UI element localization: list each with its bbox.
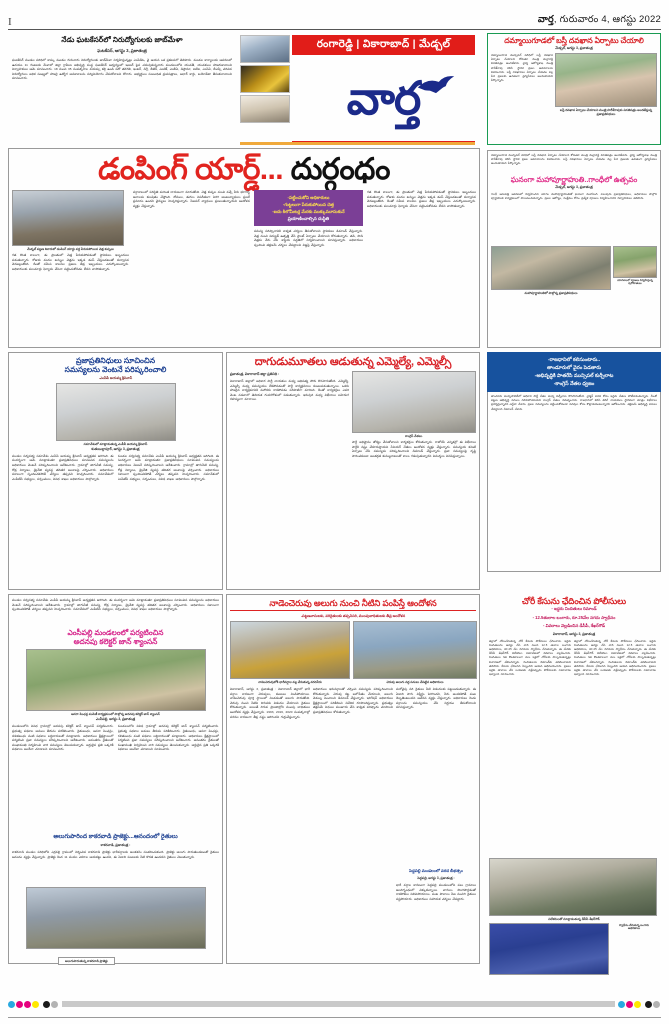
project-body: కాకరవాడి మండల పరిధిలోని ఎర్రవల్లి గ్రామంలో నిర్మించిన కాకరవాడి ప్రాజెక్టు భారీవర్షాలకు జలకళను సంతరించుకుంది. ప్రాజెక్టు అలుగు పారుతుండటంతో రైతులు ఆనందం వ్యక్తం చేస్తున్నారు. ప్రాజెక్టు కింద 11 వందల ఎకరాల ఆయకట్టు ఉందని, ఈ ఏడాది పంటలకు నీటి కొరత ఉండదని రైతులు చెబుతున్నారు. <box>12 850 219 859</box>
main-story-columns <box>12 190 476 338</box>
top-left-body: ఘటకేసర్ మండల పరిధిలో కాస్కు మండల గురువారు నిరుద్యోగులకు జాబ్‌మేళా నిర్వహిస్తున్నట్లు ఎంపీడీఓ, వై ఆయన ఒక ప్రకటనలో తెలిపారు. మండల కార్యాలయ ఆవరణలో ఉదయం 11 గంటలకు మేళాలో జిల్లా గ్రామీణ అభివృద్ధి సంస్థ ఘటకేసర్ ఆధ్వర్యంలో ఇంటర్ పైన చదువుకున్నవారు మండలంలోని యువతీ, యువకులు హాజరుకావాలని నిర్వాహకులు ఆమె సూచించారు. 18 నుంచి 35 సంవత్సరాల వయస్సు కల్గి ఉండి పదో తరగతి, ఇంటర్, డిగ్రీ, బీటెక్, ఎంటెక్, ఎంబీఏ, డిప్లొమా, ఐటీఐ, ఎంసీఏ, బీఎస్సీ చదివిన నిరుద్యోగులు అధిక సంఖ్యలో హాజరై ఉద్యోగ అవకాశాలను సద్వినియోగం చేసుకోవాలని కోరారు. అభ్యర్థులు సంబంధిత ధ్రువపత్రాలు, ఆధార్ కార్డు, బయోడేటా తీసుకురావాలని సూచించారు. <box>12 58 232 81</box>
village-byline: పెద్దపల్లి, ఆగస్టు 3, ప్రజాతంత్ర : <box>417 876 455 880</box>
colorbar-swatch-magenta <box>16 1001 23 1008</box>
top-left-headline: నేడు ఘటకేసర్‌లో నిరుద్యోగులకు జాబ్‌మేళా <box>61 35 183 44</box>
tank-body-col1: వికారాబాద్, ఆగస్టు 3, ప్రజాతంత్ర : వికారాబాద్ జిల్లాలో భారీ వర్షాల కారణంగా చెరువులు, కుంటలు నిండిపోయాయి. నాడెంచెరువు పూర్తి స్థాయిలో నిండడంతో అలుగు పారుతోంది. చెరువు నుంచి నీటిని దిగువకు విడుదల చేయాలని రైతులు కోరుతున్నారు. అయితే దిగువ ప్రాంతాల్లోని ముంపు బాధితులు ఆందోళన వ్యక్తం చేస్తున్నారు. 1993, 2016, 2020 సంవత్సరాల్లో వరదల కారణంగా తీవ్ర నష్టం జరిగిందని గుర్తుచేస్తున్నారు. <box>230 687 310 719</box>
masthead-thumb-building <box>240 95 290 123</box>
police-bullet-1: - ఇద్దరు నిందితులు రిమాండ్ <box>551 606 597 611</box>
top-line <box>8 14 661 27</box>
collector-photo-caption: ఆసరా పింఛన్ల పంపిణీ కార్యక్రమంలో పాల్గొన్న అదనపు కలెక్టర్ జాన్ శ్యాంసన్ <box>71 712 160 717</box>
main-col-2 <box>133 190 250 338</box>
rajadhani-callout <box>487 352 661 392</box>
masthead-thumb-monument <box>240 35 290 63</box>
main-callout-box <box>254 190 363 226</box>
police-bullet-2: - 12.5తులాల బంగారు, రూ.25వేల నగదు స్వాధీనం <box>532 614 616 620</box>
collector-photo <box>26 649 206 711</box>
rajadhani-line-2: తాండూరులో వైరం పెడతారు <box>546 365 602 371</box>
tank-body-col2: అధికారులు ఇరువర్గాలతో చర్చించి సమస్యను పరిష్కరించాలని కోరుతున్నారు. చెరువు కట్ట బలోపేతం చేయాలని, అలుగు వెడల్పు పెంచాలని డిమాండ్ చేస్తున్నారు. ఇరిగేషన్ అధికారులు క్షేత్రస్థాయిలో పరిశీలించి నివేదిక రూపొందిస్తున్నారు. ప్రభుత్వం తక్షణమే నిధులు మంజూరు చేసి శాశ్వత పరిష్కారం చూపాలని ప్రజాప్రతినిధులు కోరుతున్నారు. <box>313 687 393 714</box>
colorbar-swatch-gray <box>51 1001 58 1008</box>
village-headline: పెద్దపల్లి మండలంలో వరద బీభత్సం <box>409 868 463 873</box>
police-photo-caption: విలేకరులతో మాట్లాడుతున్న డీసీపీ శేఖర్‌గౌడ్ <box>548 916 600 921</box>
second-right-headline: ఘనంగా మహాపూర్ణాహుతి..గాంధీలో ఉత్సవం <box>510 175 638 184</box>
tank-headline: నాడెంచెరువు అలుగు నుంచి నీటిని పంపిస్తే ఆందోళన <box>269 598 437 608</box>
callout-line-4: ప్రయాణించాల్సిన దుస్థితి <box>287 216 330 221</box>
gold-photo-caption: స్వాధీనం చేసుకున్న బంగారు ఆభరణాలు <box>618 922 650 931</box>
main-body-col1: గత కొంత కాలంగా, ఈ ప్రాంతంలో చెత్త పేరుకుపోవడంతో స్థానికులు ఇబ్బందులు పడుతున్నారు. రోజుకు వందల టన్నుల చెత్తను ఇక్కడ డంప్ చేస్తుండటంతో దుర్వాసన వెదజల్లుతోంది. దీంతో సమీప కాలనీల ప్రజలు తీవ్ర ఇబ్బందులు ఎదుర్కొంటున్నారు. అధికారులకు పలుమార్లు ఫిర్యాదు చేసినా పట్టించుకోవడం లేదని వాపోతున్నారు. <box>12 253 129 271</box>
bird-icon <box>415 73 457 95</box>
top-right-story <box>487 33 661 145</box>
project-photo <box>26 887 206 949</box>
tank-subhead: -పట్టణవాసులకు, వరిరైతులకు తప్పనిసరి, ముంపుబాధితులకు తీవ్ర ఆందోళన <box>300 614 406 618</box>
collector-dateline: ఎంసీపల్లి, ఆగస్టు 3, ప్రజాతంత్ర <box>95 717 136 722</box>
callout-line-2: -గుట్టలుగా పేరుకుపోయిన చెత్త <box>282 202 334 207</box>
main-body-col3: సమస్య పరిష్కారానికి శాశ్వత చర్యలు తీసుకోవాలని స్థానికులు డిమాండ్ చేస్తున్నారు. చెత్త నుంచి విద్యుత్ ఉత్పత్తి చేసే ప్లాంట్ ఏర్పాటు చేయాలని కోరుతున్నారు. తడి, పొడి చెత్తను వేరు చేసి శాస్త్రీయ పద్ధతిలో నిర్వహించాలని సూచిస్తున్నారు. అధికారులు స్పందించి తక్షణమే చర్యలు చేపట్టాలని విజ్ఞప్తి చేస్తున్నారు. <box>253 229 363 247</box>
top-left-byline: ఘటకేసర్, ఆగస్టు 3, ప్రజాతంత్ర <box>97 48 147 53</box>
police-photo <box>489 858 657 916</box>
second-right-photo-1 <box>491 246 611 290</box>
main-col-1 <box>12 190 129 338</box>
main-col-4 <box>367 190 476 338</box>
top-right-byline: మేడ్చల్, ఆగస్టు 3, ప్రజాతంత్ర <box>555 46 593 50</box>
collector-body-col2: మండలంలోని వివిధ గ్రామాల్లో అదనపు కలెక్టర్ జాన్ శ్యాంసన్ పర్యటించారు. ప్రభుత్వ పథకాల అమలు తీరును పరిశీలించారు. రైతుబంధు, ఆసరా పింఛన్లు, దళితబంధు వంటి పథకాల లబ్ధిదారులతో మాట్లాడారు. అధికారులు క్షేత్రస్థాయిలో పర్యటించి ప్రజా సమస్యలు పరిష్కరించాలని ఆదేశించారు. అనంతరం రైతులతో ముఖాముఖి నిర్వహించి వారి సమస్యలు తెలుసుకున్నారు. అర్హులైన ప్రతి ఒక్కరికీ పథకాలు అందేలా చూడాలని సూచించారు. <box>117 724 219 752</box>
rajadhani-line-1: -రాజధానిలో కలిసుంటారు.. <box>547 357 601 363</box>
tank-headline-rule <box>230 610 476 611</box>
top-right-body: దమ్మాయిగూడ మున్సిపల్ పరిధిలో బస్తీ దవఖాన ఏర్పాటు చేయాలని కోరుతూ మంత్రి మల్లారెడ్డి వినతిపత్రం అందజేశారు. వైద్య ఆరోగ్యశాఖ మంత్రి హరీశ్‌రావు కలిసి స్థానిక ప్రజల అవసరాలను వివరించారు. బస్తీ దవఖానలు ఏర్పాటు చేయడం వల్ల పేద ప్రజలకు ఉచితంగా వైద్యసేవలు అందుతాయని పేర్కొన్నారు. <box>491 53 553 83</box>
police-headline: చోరీ కేసును ఛేదించిన పోలీసులు <box>521 596 627 606</box>
police-bullet-3: - వివరాలు వెల్లడించిన డీసీపీ, శేఖర్‌గౌడ్ <box>543 623 605 628</box>
mpp-body-col1: మండల సర్వసభ్య సమావేశం ఎంపీపీ జయమ్మ శ్రీనివాస్ అధ్యక్షతన జరిగింది. ఈ సందర్భంగా ఆమె మాట్లాడుతూ ప్రజాప్రతినిధులు సూచించిన సమస్యలను అధికారులు వెంటనే పరిష్కరించాలని ఆదేశించారు. గ్రామాల్లో తాగునీటి సమస్య, రోడ్ల నిర్మాణం, డ్రైనేజీ వ్యవస్థ తదితర అంశాలపై చర్చించారు. అధికారులు సకాలంగా స్పందించకపోతే చర్యలు తప్పవని హెచ్చరించారు. సమావేశంలో ఎంపీటీసీ సభ్యులు, సర్పంచులు, వివిధ శాఖల అధికారులు పాల్గొన్నారు. <box>12 453 114 481</box>
rajadhani-body: తాండూరు మున్సిపాలిటీలో అధికార పార్టీ నేతల మధ్య కుర్చీలాట కొనసాగుతోంది. చైర్మన్ పదవి కోసం ఇద్దరు నేతలు పోటీపడుతున్నారు. దీంతో పట్టణ అభివృద్ధి పనులు నిలిచిపోయాయని కాంగ్రెస్ నేతలు విమర్శించారు. రాజధానిలో కలిసి తిరిగే నాయకులు స్థానికంగా మాత్రం విభేదాలు ప్రదర్శిస్తున్నారని ఎద్దేవా చేశారు. ప్రజల సమస్యలను పట్టించుకోకుండా పదవుల కోసం కొట్లాడుకుంటున్నారని ఆరోపించారు. తక్షణమే అభివృద్ధి పనులు చేపట్టాలని డిమాండ్ చేశారు. <box>491 394 657 411</box>
mpp-byline: -ఎంపీపీ జయమ్మ శ్రీనివాస్ <box>98 375 133 380</box>
story-rajadhani <box>487 352 661 590</box>
masthead-thumb-statue <box>240 65 290 93</box>
top-right-photo <box>555 53 657 107</box>
mpp-dateline: కుతుబుల్లాపూర్, ఆగస్టు 3, ప్రజాతంత్ర <box>91 446 140 451</box>
collector-lead-text: మండల సర్వసభ్య సమావేశం ఎంపీపీ జయమ్మ శ్రీనివాస్ అధ్యక్షతన జరిగింది. ఈ సందర్భంగా ఆమె మాట్లాడుతూ ప్రజాప్రతినిధులు సూచించిన సమస్యలను అధికారులు వెంటనే పరిష్కరించాలని ఆదేశించారు. గ్రామాల్లో తాగునీటి సమస్య, రోడ్ల నిర్మాణం, డ్రైనేజీ వ్యవస్థ తదితర అంశాలపై చర్చించారు. అధికారులు సకాలంగా స్పందించకపోతే చర్యలు తప్పవని హెచ్చరించారు. సమావేశంలో ఎంపీటీసీ సభ్యులు, సర్పంచులు, వివిధ శాఖల అధికారులు పాల్గొన్నారు. <box>12 598 219 612</box>
mla-photo <box>352 371 476 433</box>
mpp-photo <box>56 383 176 441</box>
story-collector <box>8 594 223 964</box>
colorbar-swatch-magenta-2 <box>24 1001 31 1008</box>
mla-headline: దాగుడుమూతలు ఆడుతున్న ఎమ్మెల్యే, ఎమ్మెల్సీ <box>254 356 452 368</box>
main-headline-black: దుర్గంధం <box>290 153 390 186</box>
top-rule <box>8 29 661 30</box>
second-right-caption-1: మహాపూర్ణాహుతిలో పాల్గొన్న ప్రజాప్రతినిధులు <box>524 291 578 295</box>
dateline-brand: వార్త <box>537 14 554 25</box>
story-tank <box>226 594 480 964</box>
mpp-body-col2: మండల సర్వసభ్య సమావేశం ఎంపీపీ జయమ్మ శ్రీనివాస్ అధ్యక్షతన జరిగింది. ఈ సందర్భంగా ఆమె మాట్లాడుతూ ప్రజాప్రతినిధులు సూచించిన సమస్యలను అధికారులు వెంటనే పరిష్కరించాలని ఆదేశించారు. గ్రామాల్లో తాగునీటి సమస్య, రోడ్ల నిర్మాణం, డ్రైనేజీ వ్యవస్థ తదితర అంశాలపై చర్చించారు. అధికారులు సకాలంగా స్పందించకపోతే చర్యలు తప్పవని హెచ్చరించారు. సమావేశంలో ఎంపీటీసీ సభ్యులు, సర్పంచులు, వివిధ శాఖల అధికారులు పాల్గొన్నారు. <box>117 453 219 481</box>
corner-mark: I <box>8 16 12 28</box>
second-right-lead: దమ్మాయిగూడ మున్సిపల్ పరిధిలో బస్తీ దవఖాన ఏర్పాటు చేయాలని కోరుతూ మంత్రి మల్లారెడ్డి వినతిపత్రం అందజేశారు. వైద్య ఆరోగ్యశాఖ మంత్రి హరీశ్‌రావు కలిసి స్థానిక ప్రజల అవసరాలను వివరించారు. బస్తీ దవఖానలు ఏర్పాటు చేయడం వల్ల పేద ప్రజలకు ఉచితంగా వైద్యసేవలు అందుతాయని పేర్కొన్నారు. <box>491 153 657 166</box>
project-photo-caption: అలుగుపారుతున్న కాకరవాడి ప్రాజెక్టు <box>58 957 115 965</box>
rajadhani-line-3: -అభివృద్ధికి పాతరేసి మున్సిపల్ కుర్చీలాట <box>534 373 614 379</box>
dateline-date: గురువారం 4, ఆగస్టు 2022 <box>559 14 661 25</box>
callout-line-3: -ఐదు కిలోమీటర్ల మేరకు ముక్కుమూసుకునే <box>272 209 345 214</box>
top-right-caption: బస్తీ దవఖాన ఏర్పాటు చేయాలని మంత్రి హరీశ్‌రావుకు వినతిపత్రం అందజేస్తున్న ప్రజాప్రతినిధులు <box>559 108 653 116</box>
collector-body-col1: మండలంలోని వివిధ గ్రామాల్లో అదనపు కలెక్టర్ జాన్ శ్యాంసన్ పర్యటించారు. ప్రభుత్వ పథకాల అమలు తీరును పరిశీలించారు. రైతుబంధు, ఆసరా పింఛన్లు, దళితబంధు వంటి పథకాల లబ్ధిదారులతో మాట్లాడారు. అధికారులు క్షేత్రస్థాయిలో పర్యటించి ప్రజా సమస్యలు పరిష్కరించాలని ఆదేశించారు. అనంతరం రైతులతో ముఖాముఖి నిర్వహించి వారి సమస్యలు తెలుసుకున్నారు. అర్హులైన ప్రతి ఒక్కరికీ పథకాలు అందేలా చూడాలని సూచించారు. <box>12 724 114 752</box>
main-col-3 <box>254 190 363 338</box>
colorbar-swatch-yellow <box>32 1001 39 1008</box>
village-body: భారీ వర్షాల కారణంగా పెద్దపల్లి మండలంలోని పలు గ్రామాలు జలదిగ్బంధంలో చిక్కుకున్నాయి. వాగులు పొంగిపొర్లడంతో రాకపోకలు నిలిచిపోయాయి. పంట పొలాలు నీట మునిగి రైతులు నష్టపోయారు. అధికారులు సహాయక చర్యలు చేపట్టారు. <box>396 883 476 901</box>
main-story <box>8 148 480 348</box>
masthead-accent-strip <box>240 142 475 145</box>
mpp-headline-line2: సమస్యలను వెంటనే పరిష్కరించాలి <box>64 365 167 375</box>
gold-photo <box>489 923 609 975</box>
story-mla <box>226 352 480 590</box>
brand-logo <box>292 55 475 141</box>
colorbar-swatch-cyan <box>8 1001 15 1008</box>
mla-dateline: ప్రజాతంత్ర, వికారాబాద్ జిల్లా ప్రతినిధి : <box>230 372 280 376</box>
project-headline: అలుగుపారింద కాకరవాడి ప్రాజెక్టు...ఆనందంలో రైతులు <box>53 834 178 841</box>
police-dateline: వికారాబాద్, ఆగస్టు 3, ప్రజాతంత్ర <box>552 631 596 636</box>
colorbar-swatch-black-right <box>645 1001 652 1008</box>
police-body-col1: జిల్లాలో చోటుచేసుకున్న చోరీ కేసును పోలీసులు ఛేదించారు. ఇద్దరు నిందితులను అరెస్టు చేసి వారి నుంచి 12.5 తులాల బంగారు ఆభరణాలు, రూ.25 వేల నగదును స్వాధీనం చేసుకున్నారు. ఈ మేరకు డీసీపీ శేఖర్‌గౌడ్ విలేకరుల సమావేశంలో వివరాలు వెల్లడించారు. నిందితులు గత కొంతకాలంగా పలు ఇళ్లలో చోరీలకు పాల్పడుతున్నట్లు విచారణలో తేలిందన్నారు. నిందితులను రిమాండ్‌కు తరలించామని తెలిపారు. కేసును ఛేదించిన సిబ్బందిని ఆయన అభినందించారు. ప్రజలు ఇళ్లకు తాళాలు వేసి బయటకు వెళ్లేటప్పుడు పోలీసులకు సమాచారం ఇవ్వాలని సూచించారు. <box>489 638 571 677</box>
second-right-body: గాంధీ ఆసుపత్రి ఆవరణలో నిర్వహించిన యాగం మహాపూర్ణాహుతితో ఘనంగా ముగిసింది. పలువురు ప్రజాప్రతినిధులు, అధికారులు పాల్గొని పూర్ణాహుతి కార్యక్రమంలో పాలుపంచుకున్నారు. ప్రజల ఆరోగ్యం, సంక్షేమం కోసం ప్రత్యేక పూజలు నిర్వహించారని నిర్వాహకులు తెలిపారు. <box>491 192 657 201</box>
dateline: వార్త, గురువారం 4, ఆగస్టు 2022 <box>537 14 661 25</box>
colorbar-gray-strip <box>62 1001 615 1007</box>
collector-headline-line2: అదనపు కలెక్టర్ జాన్ శ్యాంసన్ <box>73 637 158 647</box>
second-right-photo-2 <box>613 246 657 278</box>
police-body-col2: జిల్లాలో చోటుచేసుకున్న చోరీ కేసును పోలీసులు ఛేదించారు. ఇద్దరు నిందితులను అరెస్టు చేసి వారి నుంచి 12.5 తులాల బంగారు ఆభరణాలు, రూ.25 వేల నగదును స్వాధీనం చేసుకున్నారు. ఈ మేరకు డీసీపీ శేఖర్‌గౌడ్ విలేకరుల సమావేశంలో వివరాలు వెల్లడించారు. నిందితులు గత కొంతకాలంగా పలు ఇళ్లలో చోరీలకు పాల్పడుతున్నట్లు విచారణలో తేలిందన్నారు. నిందితులను రిమాండ్‌కు తరలించామని తెలిపారు. కేసును ఛేదించిన సిబ్బందిని ఆయన అభినందించారు. ప్రజలు ఇళ్లకు తాళాలు వేసి బయటకు వెళ్లేటప్పుడు పోలీసులకు సమాచారం ఇవ్వాలని సూచించారు. <box>574 638 656 677</box>
main-headline-red: డంపింగ్ యార్డ్... <box>98 153 284 186</box>
main-headline <box>12 153 476 187</box>
mpp-headline-line1: ప్రజాప్రతినిధులు సూచించిన <box>75 356 156 365</box>
main-body-col2: వర్షాకాలంలో పరిస్థితి మరింత దారుణంగా మారుతోంది. చెత్త కుప్పల నుంచి వచ్చే నీరు భూగర్భ జలాలను కలుషితం చేస్తోంది. దోమలు, ఈగలు విపరీతంగా పెరిగి అంటువ్యాధులు ప్రబలే ప్రమాదం ఉందని వైద్యులు హెచ్చరిస్తున్నారు. సీజనల్ వ్యాధులు ప్రబలుతున్నాయని ఆందోళన వ్యక్తం చేస్తున్నారు. <box>132 190 250 208</box>
main-body-col4: గత కొంత కాలంగా, ఈ ప్రాంతంలో చెత్త పేరుకుపోవడంతో స్థానికులు ఇబ్బందులు పడుతున్నారు. రోజుకు వందల టన్నుల చెత్తను ఇక్కడ డంప్ చేస్తుండటంతో దుర్వాసన వెదజల్లుతోంది. దీంతో సమీప కాలనీల ప్రజలు తీవ్ర ఇబ్బందులు ఎదుర్కొంటున్నారు. అధికారులకు పలుమార్లు ఫిర్యాదు చేసినా పట్టించుకోవడం లేదని వాపోతున్నారు. <box>366 190 476 208</box>
tank-photo-right <box>353 621 477 679</box>
second-right-byline: మేడ్చల్, ఆగస్టు 3, ప్రజాతంత్ర <box>555 185 593 189</box>
story-police <box>487 594 661 964</box>
main-story-photo-caption: మేడ్చల్ పట్టణ శివారులో డంపింగ్ యార్డు వద్ద పేరుకుపోయిన చెత్త కుప్పలు <box>27 247 114 251</box>
tank-caption-left: నాడెంచెరువులోకి భారీవర్షాల వల్ల చేరుతున్న వరదనీరు <box>258 680 322 684</box>
tank-caption-right: చెరువు అలుగు వద్ద పనులు చేపట్టిన అధికారులు <box>386 680 444 684</box>
top-right-headline: దమ్మాయిగూడలో బస్తీ దవఖాన ఏర్పాటు చేయాలి <box>504 36 644 45</box>
callout-line-1: -పట్టించుకోని అధికారులు <box>287 195 330 200</box>
mpp-photo-caption: సమావేశంలో మాట్లాడుతున్న ఎంపీపీ జయమ్మ శ్రీనివాస్ <box>83 441 148 446</box>
second-right-story <box>487 150 661 348</box>
mla-body-left: వికారాబాద్ జిల్లాలో అధికార పార్టీ నాయకుల మధ్య ఆధిపత్య పోరు కొనసాగుతోంది. ఎమ్మెల్యే, ఎమ్మెల్సీ మధ్య సమన్వయం లేకపోవడంతో పార్టీ కార్యక్రమాలు కుంటుపడుతున్నాయి. ఒకరు హాజరైన కార్యక్రమానికి మరొకరు రాకపోవడం పరిపాటిగా మారింది. దీంతో కార్యకర్తలు ఎవరి వెంట నడవాలో తెలియక గందరగోళంలో పడుతున్నారు. ఇరువురి మధ్య విభేదాలు బహిరంగ రహస్యంగా మారాయి. <box>230 379 349 402</box>
masthead-thumbnails <box>240 35 290 125</box>
main-story-photo <box>12 190 124 246</box>
project-byline: కాకరవాడి, ప్రజాతంత్ర : <box>100 843 131 847</box>
masthead-logo-block <box>240 33 475 145</box>
colorbar-swatch-gray-right <box>653 1001 660 1008</box>
tank-body-col3: మరోవైపు వరి రైతులు నీటి విడుదలకు పట్టుబడుతున్నారు. ఈ ఏడాది సాగు విస్తీర్ణం పెరిగిందని, నీరు అందకపోతే పంట దెబ్బతింటుందని ఆవేదన వ్యక్తం చేస్తున్నారు. అధికారులు రెండు వర్గాలను సమన్వయం చేసి నిర్ణయం తీసుకోవాలని సూచిస్తున్నారు. <box>396 687 476 710</box>
collector-headline-line1: ఎంసీపల్లి మండలంలో పర్యటించిన <box>67 628 164 637</box>
colorbar-swatch-yellow-right <box>634 1001 641 1008</box>
story-mpp <box>8 352 223 590</box>
top-left-story <box>8 33 236 145</box>
bottom-rule <box>8 1017 661 1018</box>
colorbar-swatch-magenta-right <box>626 1001 633 1008</box>
colorbar-swatch-cyan-right <box>618 1001 625 1008</box>
mla-photo-caption: కాంగ్రెస్ నేతలు. <box>405 434 423 438</box>
tank-photo-left <box>230 621 350 679</box>
mla-body-right: పార్టీ అధిష్టానం జోక్యం చేసుకోవాలని కార్యకర్తలు కోరుతున్నారు. రాబోయే ఎన్నికల్లో ఈ విభేదాలు పార్టీకి నష్టం చేకూరుస్తాయని సీనియర్ నేతలు ఆందోళన వ్యక్తం చేస్తున్నారు. సమన్వయ కమిటీ ఏర్పాటు చేసి సమస్యను పరిష్కరించాలని డిమాండ్ చేస్తున్నారు. ప్రజా సమస్యలపై దృష్టి సారించకుండా అంతర్గత కుమ్ములాటలతో కాలం గడుపుతున్నారని విమర్శలు వినిపిస్తున్నాయి. <box>352 440 476 458</box>
edition-band: రంగారెడ్డి | వికారాబాద్ | మేడ్చల్ <box>292 35 475 55</box>
colorbar-swatch-black <box>43 1001 50 1008</box>
brand-logo-text: వార్త <box>346 72 421 124</box>
second-right-caption-2: యాగశాలలో పూజలు నిర్వహిస్తున్న పురోహితులు <box>617 279 653 286</box>
rajadhani-line-4: -కాంగ్రెస్ నేతల ధ్వజం <box>553 381 595 387</box>
registration-colorbar <box>8 1000 661 1008</box>
